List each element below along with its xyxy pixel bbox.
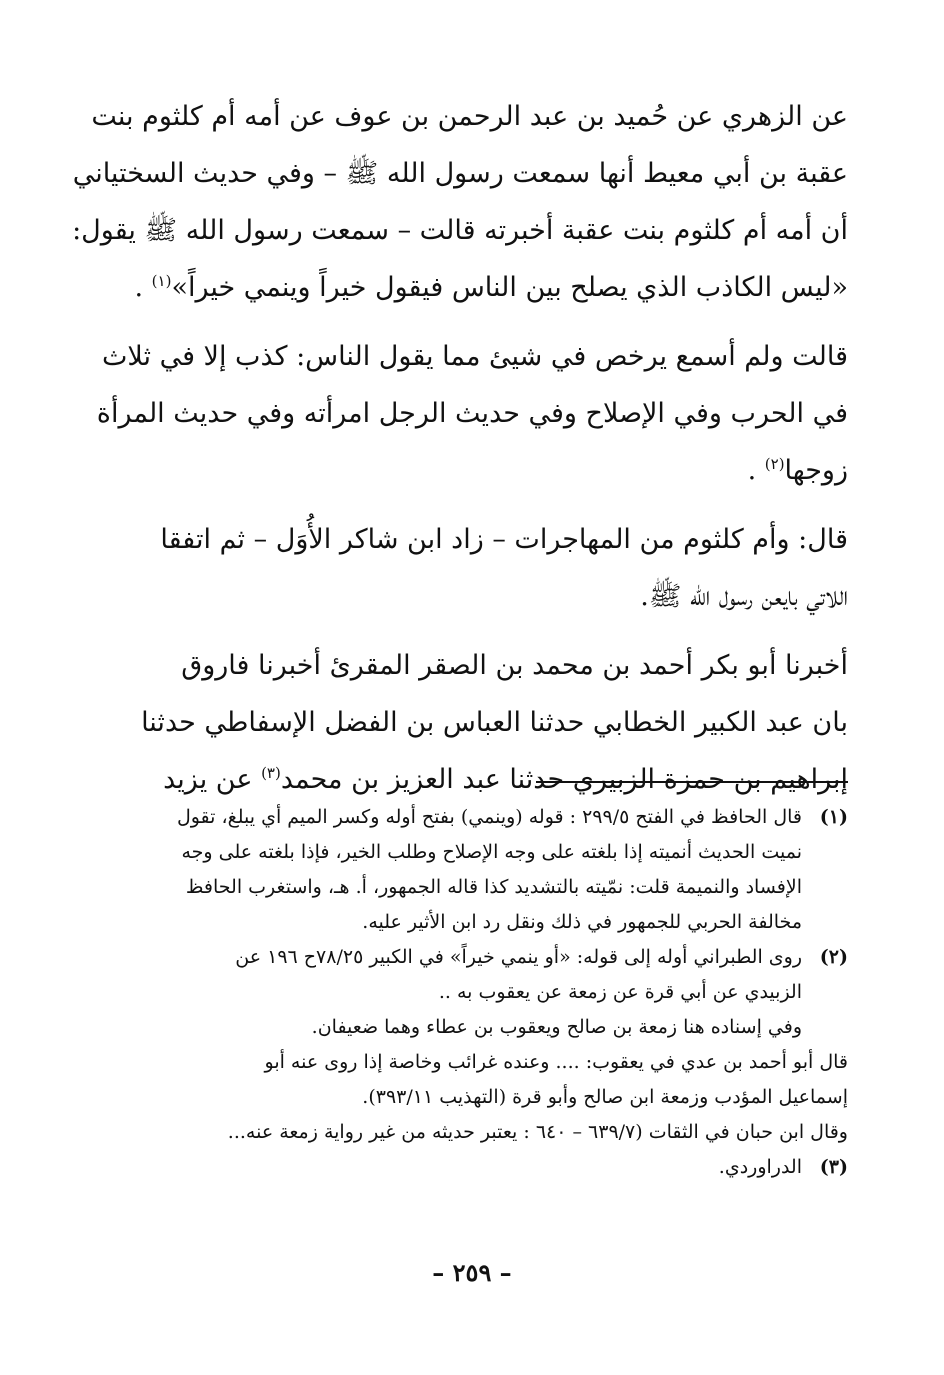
footnote-body (136, 800, 802, 940)
text-line: في الحرب وفي الإصلاح وفي حديث الرجل امرأته وفي حديث المرأة (96, 398, 848, 429)
line-tail: . (134, 272, 152, 303)
footnote-2 (136, 940, 848, 1045)
footnote-line: روى الطبراني أوله إلى قوله: «أو ينمي خيراً» في الكبير ٧٨/٢٥ح ١٩٦ عن (235, 946, 802, 968)
paragraph-3 (136, 511, 848, 625)
line-tail: عن يزيد (163, 764, 262, 795)
text-line: أخبرنا أبو بكر أحمد بن محمد بن الصقر المقرئ أخبرنا فاروق (181, 650, 848, 681)
line-text: إبراهيم بن حمزة الزبيري حدثنا عبد العزيز بن محمد (280, 764, 848, 795)
paragraph-1 (72, 88, 848, 316)
footnote-continuation-line: قال أبو أحمد بن عدي في يعقوب: .... وعنده غرائب وخاصة إذا روى عنه أبو (264, 1051, 848, 1073)
footnote-1 (136, 800, 848, 940)
text-line: عقبة بن أبي معيط أنها سمعت رسول الله ﷺ – وفي حديث السختياني (72, 158, 848, 189)
footnote-number: (٢) (819, 946, 848, 968)
quote-text: «ليس الكاذب الذي يصلح بين الناس فيقول خيراً وينمي خيراً» (171, 272, 848, 303)
text-line: اللاتي بايعن رسول الله ﷺ. (640, 581, 848, 612)
footnote-line: وفي إسناده هنا زمعة بن صالح ويعقوب بن عطاء وهما ضعيفان. (311, 1016, 802, 1038)
footnotes (136, 800, 848, 1185)
page-number: – ٢٥٩ – (432, 1258, 512, 1287)
footnote-ref-3[interactable]: (٣) (261, 764, 281, 782)
footnote-line: نميت الحديث أنميته إذا بلغته على وجه الإصلاح وطلب الخير، فإذا بلغته على وجه (181, 841, 802, 863)
text-line: بان عبد الكبير الخطابي حدثنا العباس بن الفضل الإسفاطي حدثنا (141, 707, 848, 738)
text-line (136, 442, 848, 499)
line-text: زوجها (784, 455, 848, 486)
paragraph-2 (96, 328, 848, 499)
footnote-continuation-line: وقال ابن حبان في الثقات (٦٣٩/٧ – ٦٤٠ : يعتبر حديثه من غير رواية زمعة عنه... (227, 1121, 848, 1143)
text-line: أن أمه أم كلثوم بنت عقبة أخبرته قالت – سمعت رسول الله ﷺ يقول: (72, 215, 848, 246)
line-tail: . (747, 455, 765, 486)
footnote-divider (536, 781, 848, 783)
footnote-3 (136, 1150, 848, 1185)
footnote-ref-1[interactable]: (١) (151, 272, 172, 290)
footnote-line: قال الحافظ في الفتح ٢٩٩/٥ : قوله (وينمي) بفتح أوله وكسر الميم أي يبلغ، تقول (176, 806, 802, 828)
text-line: قال: وأم كلثوم من المهاجرات – زاد ابن شاكر الأُوَل – ثم اتفقا (160, 524, 848, 555)
footnote-continuation-line: إسماعيل المؤدب وزمعة ابن صالح وأبو قرة (التهذيب ٣٩٣/١١). (362, 1086, 848, 1108)
footnote-body (136, 1150, 802, 1185)
footnote-line: الدراوردي. (718, 1156, 802, 1178)
text-line: عن الزهري عن حُميد بن عبد الرحمن بن عوف عن أمه أم كلثوم بنت (91, 101, 848, 132)
text-line: قالت ولم أسمع يرخص في شيئ مما يقول الناس: كذب إلا في ثلاث (101, 341, 848, 372)
footnote-number: (١) (819, 806, 848, 828)
main-text (72, 88, 848, 820)
footnote-number: (٣) (819, 1156, 848, 1178)
text-line (136, 259, 848, 316)
footnote-body (136, 940, 802, 1045)
footnote-ref-2[interactable]: (٢) (764, 455, 785, 473)
footnote-line: الزبيدي عن أبي قرة عن زمعة عن يعقوب به .. (438, 981, 802, 1003)
footnote-line: الإفساد والنميمة قلت: نمّيته بالتشديد كذا قاله الجمهور، أ. هـ، واستغرب الحافظ (185, 876, 802, 898)
footnote-line: مخالفة الحربي للجمهور في ذلك ونقل رد ابن الأثير عليه. (362, 911, 802, 933)
